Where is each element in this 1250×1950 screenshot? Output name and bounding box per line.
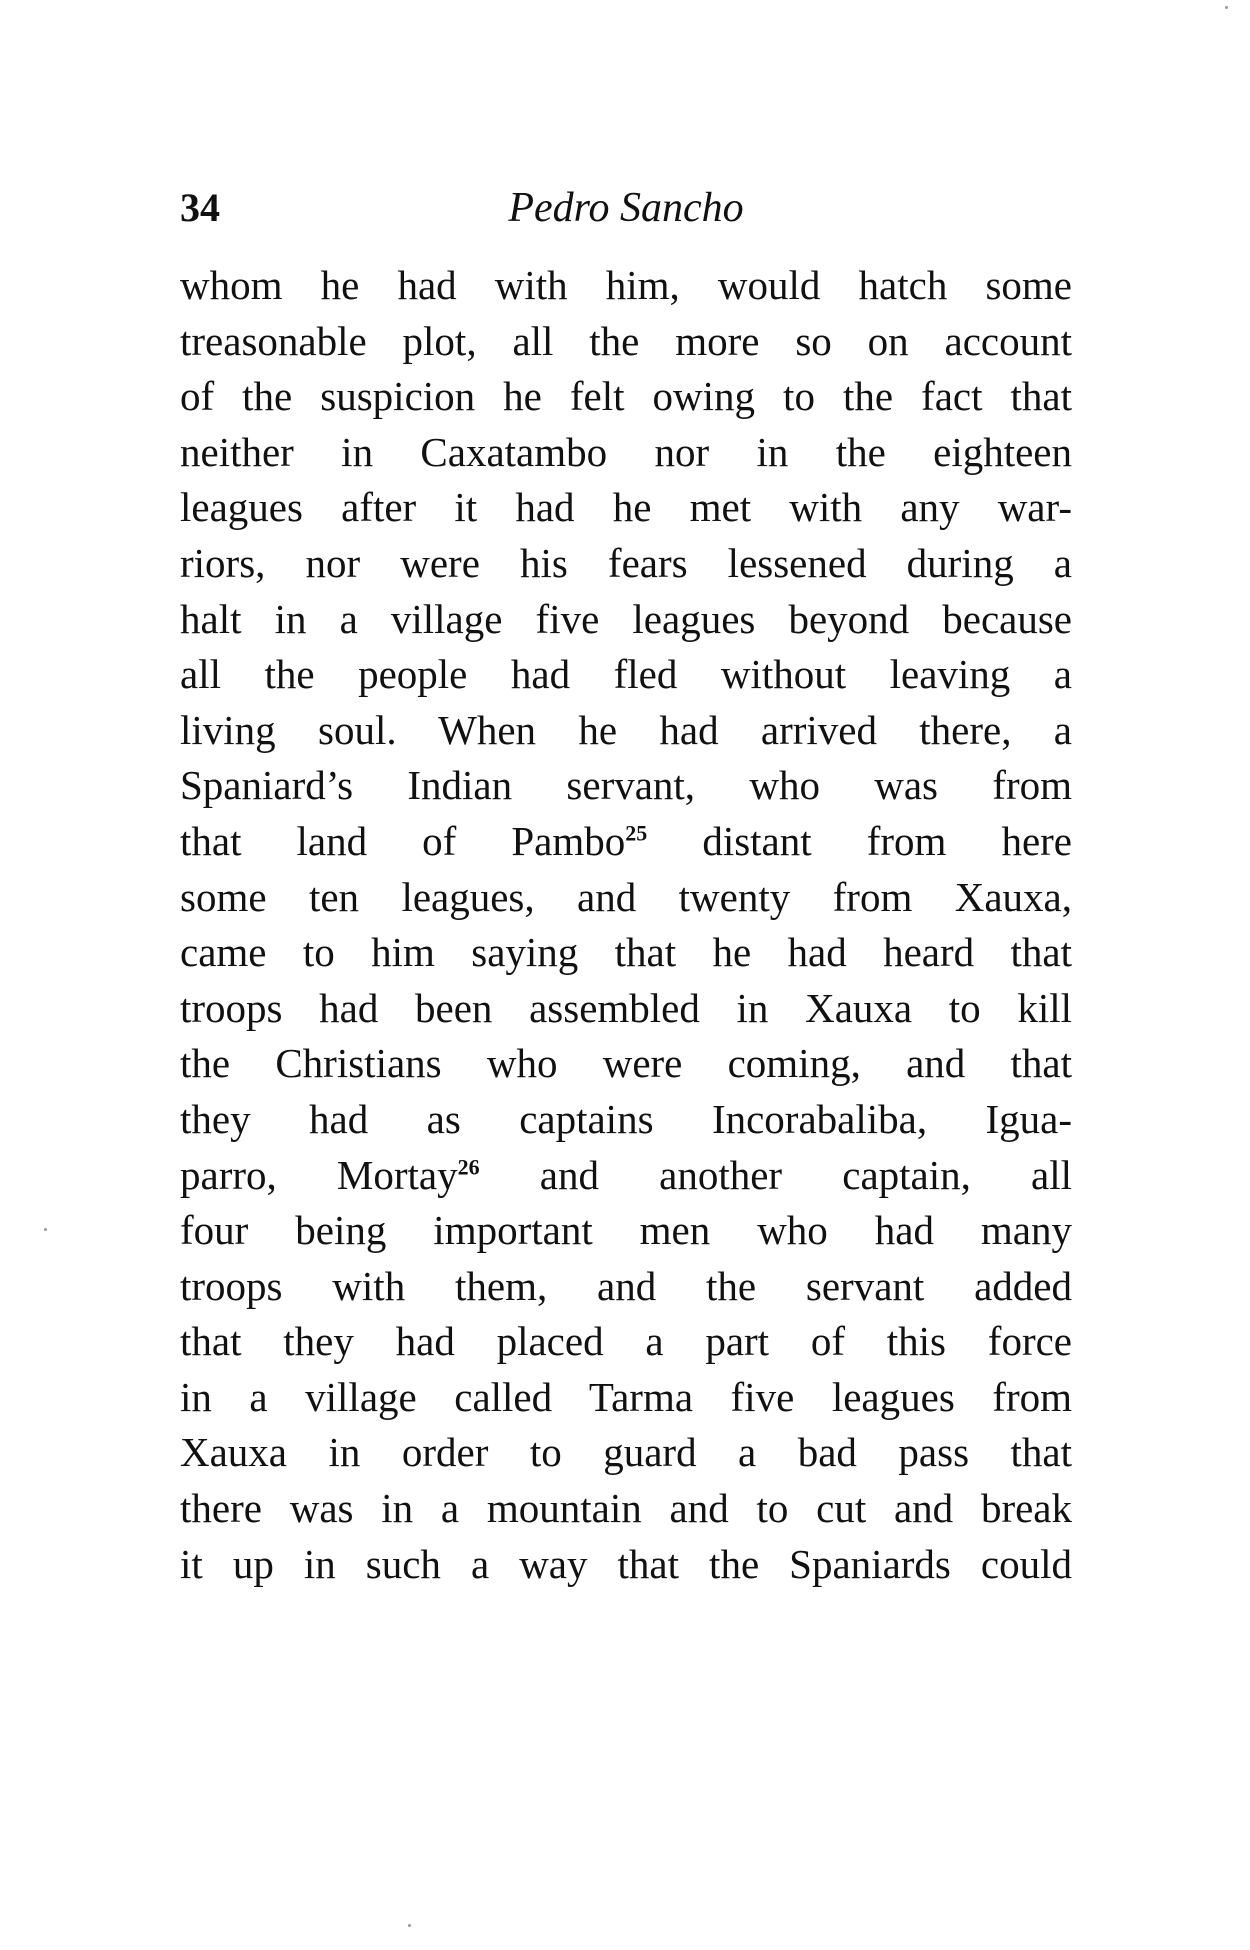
text-line: halt in a village five leagues beyond because	[180, 595, 1072, 642]
page-number: 34	[180, 185, 220, 230]
text-line: that they had placed a part of this force	[180, 1318, 1072, 1365]
line-text-before: parro, Mortay	[180, 1151, 458, 1198]
footnote-marker[interactable]: 26	[457, 1153, 480, 1179]
text-line: there was in a mountain and to cut and break	[180, 1485, 1072, 1532]
text-line: leagues after it had he met with any war-	[180, 484, 1072, 531]
text-line: neither in Caxatambo nor in the eighteen	[180, 428, 1072, 475]
scan-speck	[1225, 6, 1228, 9]
text-line: in a village called Tarma five leagues from	[180, 1373, 1072, 1420]
text-line: four being important men who had many	[180, 1207, 1072, 1254]
text-line-with-footnote	[180, 1148, 1072, 1204]
text-line: came to him saying that he had heard that	[180, 929, 1072, 976]
scan-speck	[44, 1228, 47, 1231]
footnote-marker[interactable]: 25	[625, 820, 648, 846]
text-line: living soul. When he had arrived there, a	[180, 706, 1072, 753]
body-text	[180, 258, 1072, 1592]
line-text-before: that land of Pambo	[180, 817, 626, 864]
text-line: of the suspicion he felt owing to the fact that	[180, 373, 1072, 420]
text-line: troops had been assembled in Xauxa to kill	[180, 984, 1072, 1031]
line-text-after: and another captain, all	[479, 1151, 1073, 1198]
text-line: they had as captains Incorabaliba, Igua-	[180, 1095, 1072, 1142]
running-head	[180, 176, 1072, 240]
running-title: Pedro Sancho	[508, 185, 744, 231]
text-line: treasonable plot, all the more so on account	[180, 317, 1072, 364]
text-line: all the people had fled without leaving a	[180, 651, 1072, 698]
text-line: it up in such a way that the Spaniards could	[180, 1540, 1072, 1587]
text-line: troops with them, and the servant added	[180, 1262, 1072, 1309]
text-line: the Christians who were coming, and that	[180, 1040, 1072, 1087]
text-line-with-footnote	[180, 814, 1072, 870]
text-line: Spaniard’s Indian servant, who was from	[180, 762, 1072, 809]
text-line: Xauxa in order to guard a bad pass that	[180, 1429, 1072, 1476]
text-line: whom he had with him, would hatch some	[180, 262, 1072, 308]
scan-speck	[408, 1924, 411, 1927]
text-line: riors, nor were his fears lessened during a	[180, 539, 1072, 586]
line-text-after: distant from here	[647, 817, 1072, 864]
text-line: some ten leagues, and twenty from Xauxa,	[180, 873, 1072, 920]
